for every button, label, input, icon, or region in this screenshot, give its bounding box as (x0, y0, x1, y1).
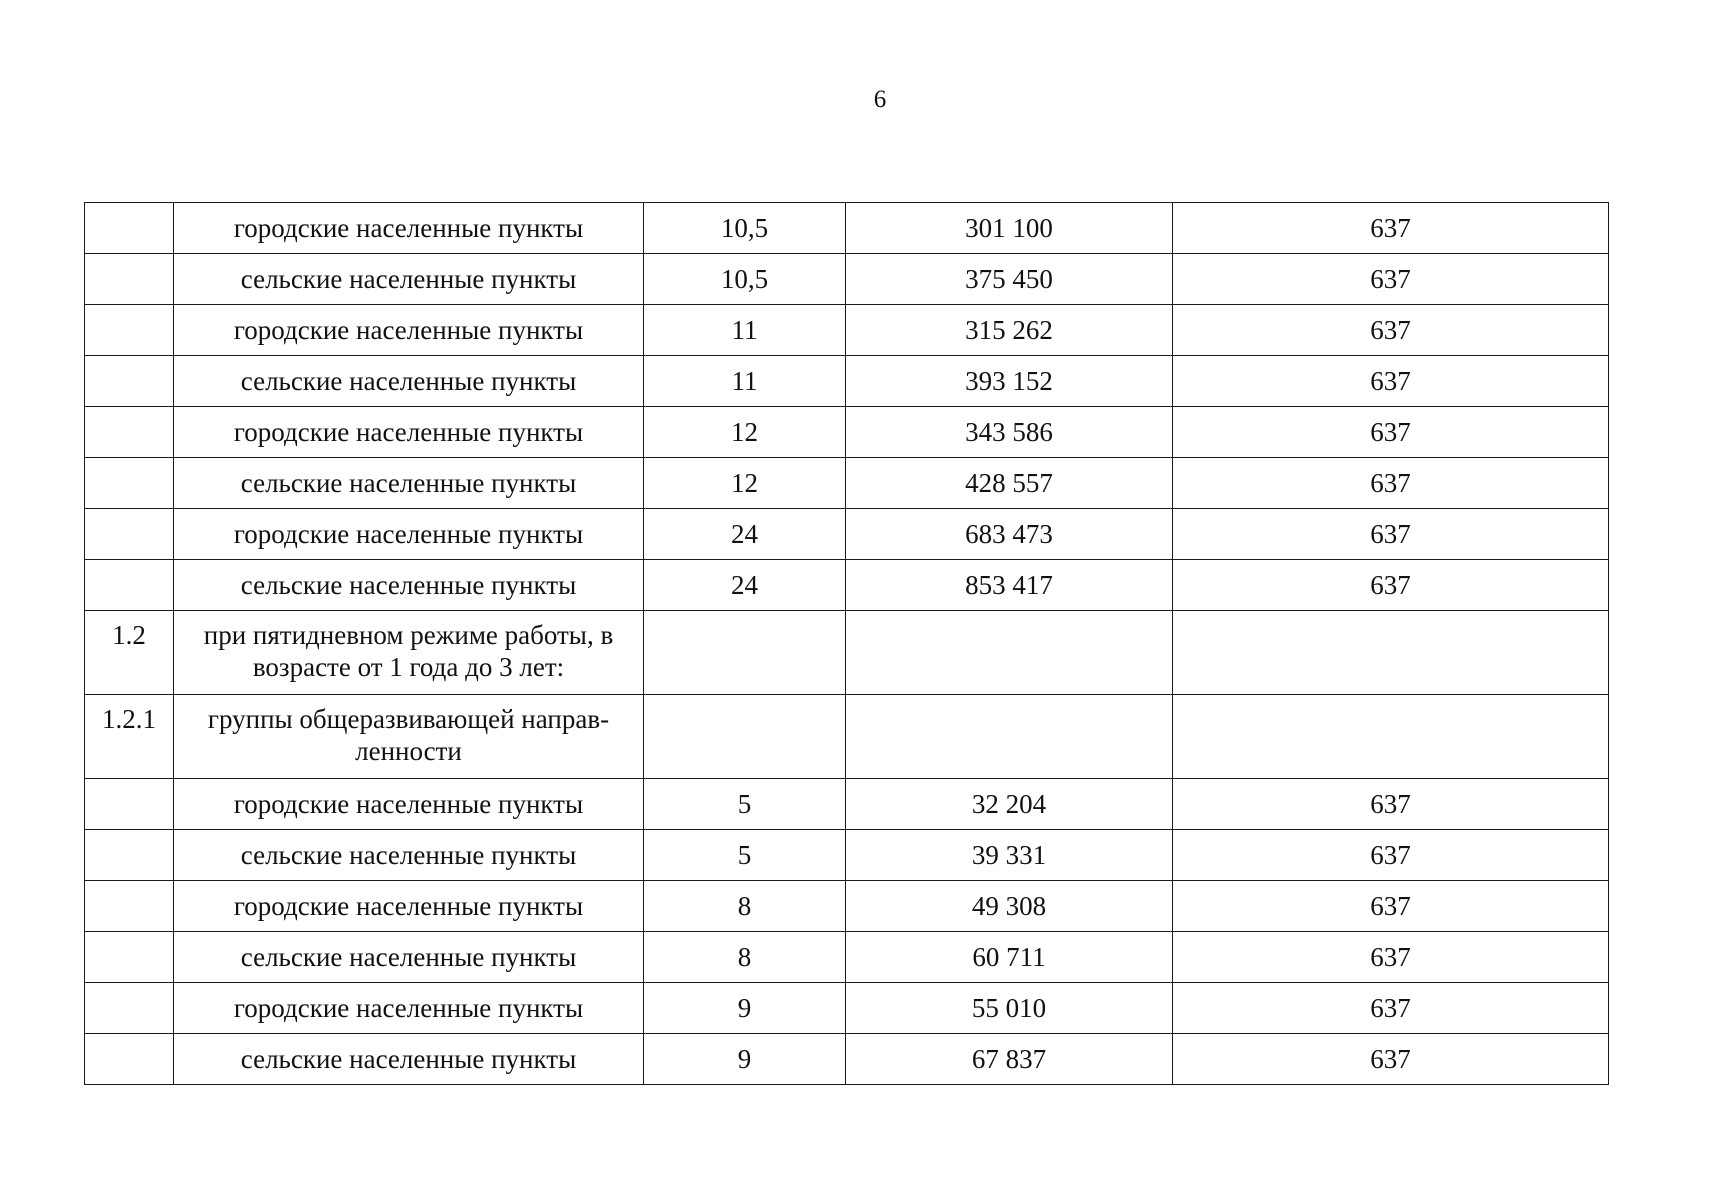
cost-cell: 67 837 (846, 1034, 1173, 1085)
cost-cell: 343 586 (846, 407, 1173, 458)
description-cell: городские населенные пункты (174, 509, 644, 560)
cost-cell: 375 450 (846, 254, 1173, 305)
code-cell: 637 (1173, 305, 1609, 356)
description-cell: сельские населенные пункты (174, 356, 644, 407)
table-row (85, 305, 1609, 356)
description-cell: при пятидневном режиме работы, в возрасте от 1 года до 3 лет: (174, 611, 644, 695)
description-cell: сельские населенные пункты (174, 1034, 644, 1085)
row-number-cell (85, 830, 174, 881)
table-row (85, 1034, 1609, 1085)
code-cell: 637 (1173, 779, 1609, 830)
hours-cell: 10,5 (644, 203, 846, 254)
description-cell: сельские населенные пункты (174, 560, 644, 611)
tariff-table (84, 202, 1609, 1085)
hours-cell: 11 (644, 356, 846, 407)
code-cell: 637 (1173, 407, 1609, 458)
cost-cell: 32 204 (846, 779, 1173, 830)
code-cell: 637 (1173, 1034, 1609, 1085)
code-cell: 637 (1173, 458, 1609, 509)
cost-cell: 393 152 (846, 356, 1173, 407)
row-number-cell: 1.2 (85, 611, 174, 695)
table-row (85, 254, 1609, 305)
row-number-cell (85, 458, 174, 509)
row-number-cell (85, 560, 174, 611)
table-body (85, 203, 1609, 1085)
cost-cell (846, 611, 1173, 695)
cost-cell: 315 262 (846, 305, 1173, 356)
hours-cell: 12 (644, 458, 846, 509)
row-number-cell (85, 932, 174, 983)
row-number-cell (85, 254, 174, 305)
code-cell: 637 (1173, 560, 1609, 611)
cost-cell (846, 695, 1173, 779)
description-cell: городские населенные пункты (174, 779, 644, 830)
description-cell: городские населенные пункты (174, 203, 644, 254)
row-number-cell (85, 881, 174, 932)
cost-cell: 428 557 (846, 458, 1173, 509)
hours-cell: 5 (644, 779, 846, 830)
table-row (85, 560, 1609, 611)
cost-cell: 853 417 (846, 560, 1173, 611)
section-heading-row (85, 611, 1609, 695)
hours-cell: 11 (644, 305, 846, 356)
table-row (85, 356, 1609, 407)
table-row (85, 407, 1609, 458)
code-cell: 637 (1173, 509, 1609, 560)
cost-cell: 55 010 (846, 983, 1173, 1034)
description-cell: сельские населенные пункты (174, 254, 644, 305)
hours-cell: 10,5 (644, 254, 846, 305)
row-number-cell: 1.2.1 (85, 695, 174, 779)
table-row (85, 983, 1609, 1034)
table-row (85, 830, 1609, 881)
cost-cell: 683 473 (846, 509, 1173, 560)
cost-cell: 60 711 (846, 932, 1173, 983)
code-cell: 637 (1173, 881, 1609, 932)
row-number-cell (85, 983, 174, 1034)
hours-cell: 12 (644, 407, 846, 458)
description-cell: сельские населенные пункты (174, 458, 644, 509)
hours-cell: 9 (644, 1034, 846, 1085)
hours-cell: 9 (644, 983, 846, 1034)
code-cell (1173, 695, 1609, 779)
row-number-cell (85, 779, 174, 830)
description-cell: городские населенные пункты (174, 983, 644, 1034)
section-heading-row (85, 695, 1609, 779)
code-cell: 637 (1173, 356, 1609, 407)
table-row (85, 203, 1609, 254)
hours-cell: 24 (644, 509, 846, 560)
hours-cell: 8 (644, 881, 846, 932)
code-cell: 637 (1173, 983, 1609, 1034)
page-number: 6 (873, 86, 887, 113)
table-row (85, 458, 1609, 509)
code-cell: 637 (1173, 830, 1609, 881)
cost-cell: 301 100 (846, 203, 1173, 254)
cost-cell: 39 331 (846, 830, 1173, 881)
description-cell: группы общеразвивающей направ-ленности (174, 695, 644, 779)
table-row (85, 779, 1609, 830)
hours-cell (644, 695, 846, 779)
table-row (85, 932, 1609, 983)
hours-cell (644, 611, 846, 695)
cost-cell: 49 308 (846, 881, 1173, 932)
row-number-cell (85, 407, 174, 458)
description-cell: городские населенные пункты (174, 305, 644, 356)
hours-cell: 8 (644, 932, 846, 983)
description-cell: сельские населенные пункты (174, 830, 644, 881)
code-cell (1173, 611, 1609, 695)
code-cell: 637 (1173, 203, 1609, 254)
hours-cell: 24 (644, 560, 846, 611)
row-number-cell (85, 356, 174, 407)
description-cell: городские населенные пункты (174, 881, 644, 932)
code-cell: 637 (1173, 932, 1609, 983)
table-row (85, 509, 1609, 560)
row-number-cell (85, 203, 174, 254)
row-number-cell (85, 1034, 174, 1085)
row-number-cell (85, 509, 174, 560)
description-cell: сельские населенные пункты (174, 932, 644, 983)
code-cell: 637 (1173, 254, 1609, 305)
description-cell: городские населенные пункты (174, 407, 644, 458)
table-row (85, 881, 1609, 932)
hours-cell: 5 (644, 830, 846, 881)
row-number-cell (85, 305, 174, 356)
